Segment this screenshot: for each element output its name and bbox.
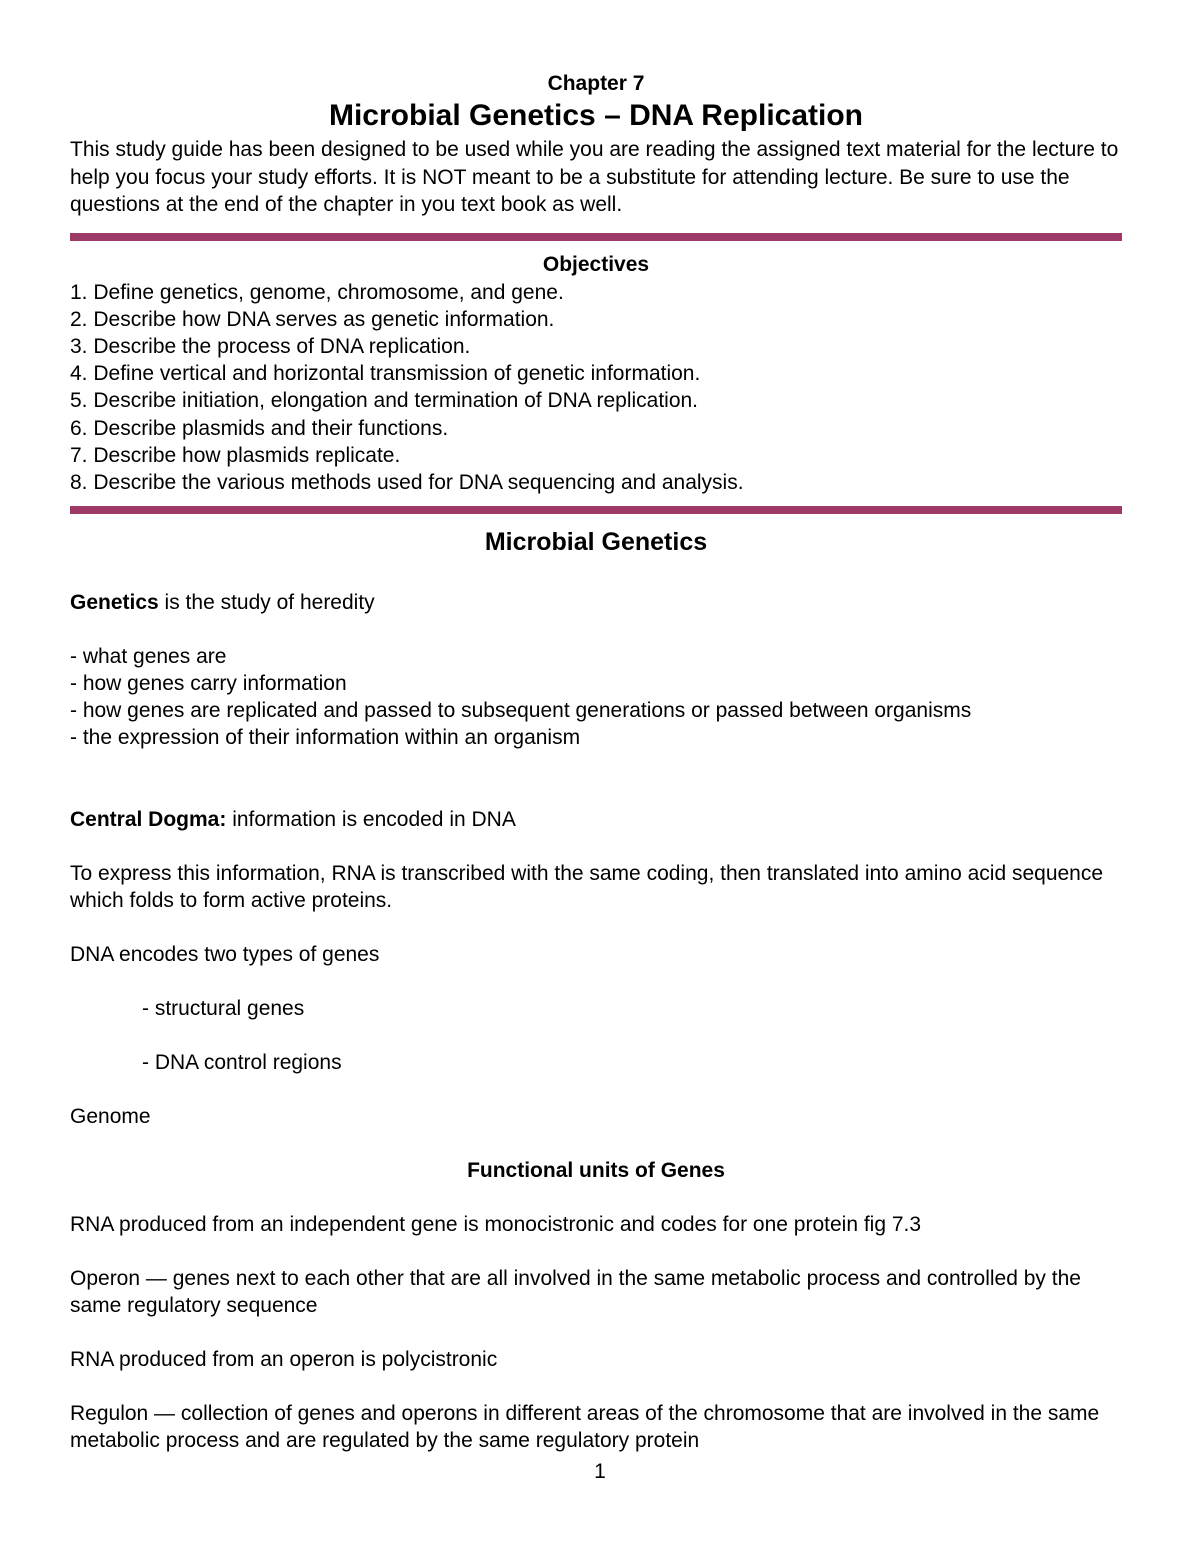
genetics-point: - how genes carry information	[70, 672, 347, 696]
gene-type-item: - structural genes	[142, 997, 305, 1021]
monocistronic-text: RNA produced from an independent gene is monocistronic and codes for one protein fig 7.3	[70, 1213, 922, 1237]
genetics-point: - the expression of their information within an organism	[70, 726, 581, 750]
divider-rule	[70, 506, 1122, 514]
genetics-point: - how genes are replicated and passed to subsequent generations or passed between organisms	[70, 699, 972, 723]
genetics-points	[70, 643, 1122, 751]
document-title: Microbial Genetics – DNA Replication	[328, 99, 863, 132]
objectives-heading: Objectives	[542, 252, 650, 276]
objective-item: 4. Define vertical and horizontal transmission of genetic information.	[70, 362, 701, 386]
objective-item: 1. Define genetics, genome, chromosome, and gene.	[70, 280, 564, 304]
chapter-label: Chapter 7	[547, 72, 645, 95]
genetics-term: Genetics	[70, 591, 159, 615]
dogma-def-text: information is encoded in DNA	[226, 808, 516, 832]
central-dogma	[70, 806, 1122, 833]
objective-item: 3. Describe the process of DNA replication.	[70, 334, 471, 358]
genetics-def-text: is the study of heredity	[158, 591, 375, 615]
objective-item: 2. Describe how DNA serves as genetic information.	[70, 307, 555, 331]
gene-type-item: - DNA control regions	[142, 1051, 342, 1075]
objectives-list	[70, 279, 1122, 497]
functional-units-heading: Functional units of Genes	[467, 1159, 725, 1183]
encodes-text: DNA encodes two types of genes	[70, 943, 380, 967]
genetics-definition	[70, 589, 1122, 616]
divider-rule	[70, 233, 1122, 241]
express-paragraph: To express this information, RNA is transcribed with the same coding, then translated into amino acid sequence which folds to form active proteins.	[70, 862, 1104, 913]
dogma-term: Central Dogma:	[70, 808, 227, 832]
genome-text: Genome	[70, 1105, 151, 1129]
section-title: Microbial Genetics	[484, 528, 708, 557]
objective-item: 6. Describe plasmids and their functions.	[70, 416, 449, 440]
intro-paragraph: This study guide has been designed to be used while you are reading the assigned text material for the lecture to help you focus your study efforts. It is NOT meant to be a substitute for attending lecture. Be sure to use the questions at the end of the chapter in you text book as well.	[70, 138, 1119, 216]
genetics-point: - what genes are	[70, 645, 227, 669]
regulon-text: Regulon — collection of genes and operons in different areas of the chromosome that are involved in the same metabolic process and are regulated by the same regulatory protein	[70, 1402, 1100, 1453]
operon-text: Operon — genes next to each other that are all involved in the same metabolic process and controlled by the same regulatory sequence	[70, 1267, 1081, 1318]
objective-item: 7. Describe how plasmids replicate.	[70, 443, 401, 467]
objective-item: 8. Describe the various methods used for DNA sequencing and analysis.	[70, 470, 744, 494]
page-number: 1	[594, 1460, 606, 1483]
objective-item: 5. Describe initiation, elongation and termination of DNA replication.	[70, 389, 699, 413]
document-page	[70, 70, 1122, 1454]
polycistronic-text: RNA produced from an operon is polycistronic	[70, 1348, 498, 1372]
